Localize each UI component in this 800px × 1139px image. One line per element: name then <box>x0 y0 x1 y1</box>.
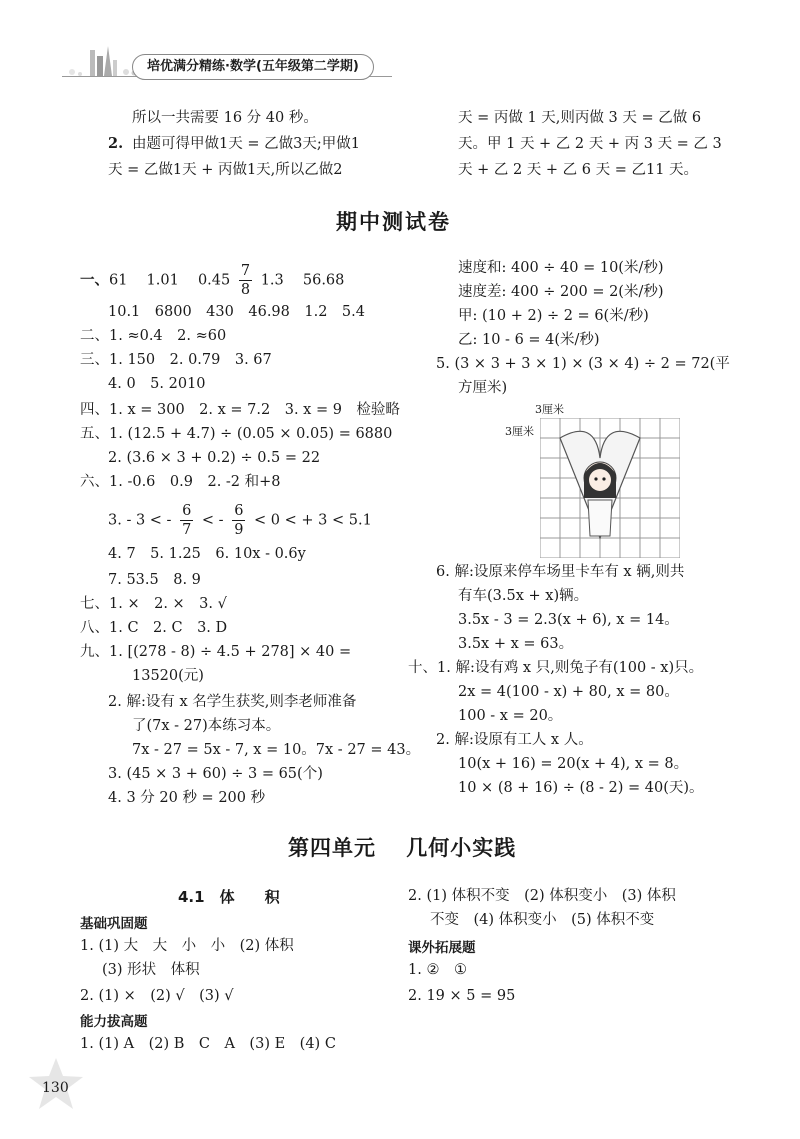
subsection-title: 4.1 体 积 <box>178 888 280 906</box>
extension-2: 2. 19 × 5 = 95 <box>408 988 516 1004</box>
answer-6-line-1: 六、1. -0.6 0.9 2. -2 和+8 <box>80 474 281 490</box>
answer-9-line-5: 7x - 27 = 5x - 7, x = 10。7x - 27 = 43。 <box>132 742 421 758</box>
answer-9-line-4: 了(7x - 27)本练习本。 <box>132 718 281 734</box>
inequality-end: < 0 < + 3 < 5.1 <box>254 512 372 529</box>
speed-b: 乙: 10 - 6 = 4(米/秒) <box>458 332 600 348</box>
top-left-line-3: 天 = 乙做1天 + 丙做1天,所以乙做2 <box>108 162 343 178</box>
answer-1-line-2: 10.1 6800 430 46.98 1.2 5.4 <box>108 304 365 320</box>
fraction-numerator: 6 <box>182 503 192 519</box>
top-right-line-2: 天。甲 1 天 + 乙 2 天 + 丙 3 天 = 乙 3 <box>458 136 722 152</box>
answer-9-line-6: 3. (45 × 3 + 60) ÷ 3 = 65(个) <box>108 766 323 782</box>
answer-r6-line-4: 3.5x + x = 63。 <box>458 636 574 652</box>
advanced-heading: 能力拔高题 <box>80 1014 148 1030</box>
page-number: 130 <box>42 1080 69 1096</box>
answer-r5-line-2: 方厘米) <box>458 380 508 396</box>
fraction-6-7 <box>180 502 193 539</box>
inequality-start: 3. - 3 < - <box>108 512 172 529</box>
speed-a: 甲: (10 + 2) ÷ 2 = 6(米/秒) <box>458 308 649 324</box>
fraction-numerator: 6 <box>234 503 244 519</box>
answer-3-line-1: 三、1. 150 2. 0.79 3. 67 <box>80 352 272 368</box>
advanced-1: 1. (1) A (2) B C A (3) E (4) C <box>80 1036 336 1052</box>
answer-9-line-1: 九、1. [(278 - 8) ÷ 4.5 + 278] × 40 = <box>80 644 352 660</box>
answer-7: 七、1. × 2. × 3. √ <box>80 596 227 612</box>
advanced-2-line-1: 2. (1) 体积不变 (2) 体积变小 (3) 体积 <box>408 888 676 904</box>
unit-title: 第四单元 几何小实践 <box>288 836 517 860</box>
answer-r6-line-1: 6. 解:设原来停车场里卡车有 x 辆,则共 <box>436 564 685 580</box>
answer-9-line-7: 4. 3 分 20 秒 = 200 秒 <box>108 790 266 806</box>
fraction-denominator: 8 <box>240 282 251 298</box>
speed-diff: 速度差: 400 ÷ 200 = 2(米/秒) <box>458 284 664 300</box>
extension-heading: 课外拓展题 <box>408 940 476 956</box>
answer-10-line-1: 十、1. 解:设有鸡 x 只,则兔子有(100 - x)只。 <box>408 660 704 676</box>
answer-10-line-4: 2. 解:设原有工人 x 人。 <box>436 732 593 748</box>
answer-r5-line-1: 5. (3 × 3 + 3 × 1) × (3 × 4) ÷ 2 = 72(平 <box>436 356 730 372</box>
top-left-number-2: 2. <box>108 135 124 152</box>
answer-8: 八、1. C 2. C 3. D <box>80 620 228 636</box>
answer-4: 四、1. x = 300 2. x = 7.2 3. x = 9 检验略 <box>80 402 400 418</box>
answer-6-line-3: 4. 7 5. 1.25 6. 10x - 0.6y <box>108 546 306 562</box>
grid-figure <box>540 418 680 558</box>
answer-10-line-2: 2x = 4(100 - x) + 80, x = 80。 <box>458 684 679 700</box>
grid-label-left: 3厘米 <box>505 425 534 438</box>
top-right-line-3: 天 + 乙 2 天 + 乙 6 天 = 乙11 天。 <box>458 162 699 178</box>
top-left-line-1: 所以一共需要 16 分 40 秒。 <box>132 110 318 126</box>
fraction-7-8 <box>239 262 252 299</box>
fraction-6-9 <box>232 502 245 539</box>
answer-r6-line-3: 3.5x - 3 = 2.3(x + 6), x = 14。 <box>458 612 679 628</box>
answer-10-line-3: 100 - x = 20。 <box>458 708 563 724</box>
basic-1-line-2: (3) 形状 体积 <box>102 962 200 978</box>
fraction-numerator: 7 <box>240 263 251 279</box>
basic-heading: 基础巩固题 <box>80 916 148 932</box>
answer-9-line-3: 2. 解:设有 x 名学生获奖,则李老师准备 <box>108 694 357 710</box>
extension-1: 1. ② ① <box>408 962 467 978</box>
basic-1-line-1: 1. (1) 大 大 小 小 (2) 体积 <box>80 938 294 954</box>
answer-5-line-1: 五、1. (12.5 + 4.7) ÷ (0.05 × 0.05) = 6880 <box>80 426 393 442</box>
answer-2: 二、1. ≈0.4 2. ≈60 <box>80 328 227 344</box>
answer-1-line-1 <box>80 262 344 299</box>
speed-sum: 速度和: 400 ÷ 40 = 10(米/秒) <box>458 260 664 276</box>
fraction-denominator: 9 <box>234 522 244 538</box>
top-left-line-2: 由题可得甲做1天 = 乙做3天;甲做1 <box>132 136 360 152</box>
answer-6-line-2 <box>108 502 372 539</box>
answer-5-line-2: 2. (3.6 × 3 + 0.2) ÷ 0.5 = 22 <box>108 450 321 466</box>
answer-6-line-4: 7. 53.5 8. 9 <box>108 572 201 588</box>
answer-9-line-2: 13520(元) <box>132 668 204 684</box>
answer-10-line-5: 10(x + 16) = 20(x + 4), x = 8。 <box>458 756 689 772</box>
top-right-line-1: 天 = 丙做 1 天,则丙做 3 天 = 乙做 6 <box>458 110 702 126</box>
inequality-middle: < - <box>201 512 224 529</box>
header-title: 培优满分精练·数学(五年级第二学期) <box>132 54 374 80</box>
answer-1-values-a: 61 1.01 0.45 <box>109 272 231 289</box>
basic-2: 2. (1) × (2) √ (3) √ <box>80 988 234 1004</box>
answer-3-line-2: 4. 0 5. 2010 <box>108 376 206 392</box>
grid-label-top: 3厘米 <box>535 403 564 416</box>
fraction-denominator: 7 <box>182 522 192 538</box>
answer-10-line-6: 10 × (8 + 16) ÷ (8 - 2) = 40(天)。 <box>458 780 704 796</box>
advanced-2-line-2: 不变 (4) 体积变小 (5) 体积不变 <box>430 912 655 928</box>
answer-r6-line-2: 有车(3.5x + x)辆。 <box>458 588 589 604</box>
answer-1-values-b: 1.3 56.68 <box>260 272 345 289</box>
midterm-title: 期中测试卷 <box>336 210 451 234</box>
section-label: 一、 <box>80 271 109 289</box>
